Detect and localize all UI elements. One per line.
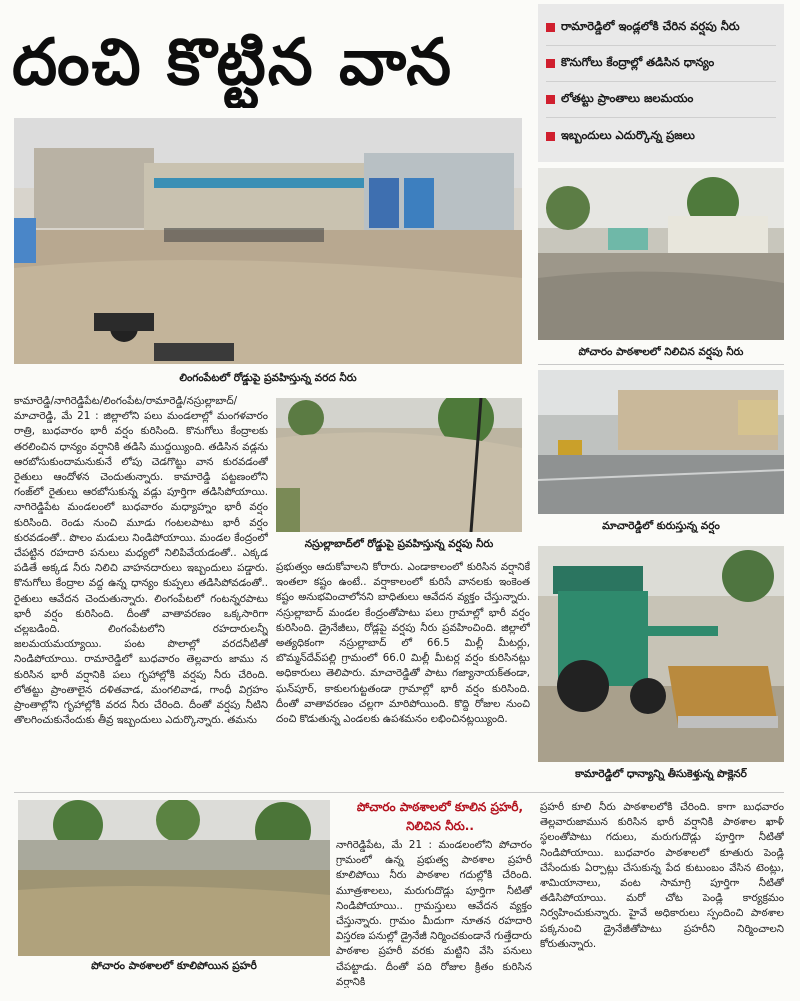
square-bullet-icon bbox=[546, 95, 555, 104]
main-photo-caption: లింగంపేటలో రోడ్డుపై ప్రవహిస్తున్న వరద నీరు bbox=[179, 372, 357, 384]
main-flood-street-photo bbox=[14, 118, 522, 364]
sub-article-column-1: నాగిరెడ్డిపేట, మే 21 : మండలంలోని పోచారం గ్రామంలో ఉన్న ప్రభుత్వ పాఠశాల ప్రహరీ కూలిపోయి నీరు పాఠశాల గదుల్లోకి చేరింది. మూత్రశాలలు, మరుగుదొడ్లు పూర్తిగా నీటితో నిండిపోయాయి.. గ్రామస్తులు ఆవేదన వ్యక్తం చేస్తున్నారు. గ్రామం మీదుగా నూతన రహదారి విస్తరణ పనుల్లో డ్రైనేజీ నిర్మించకుండానే గుత్తేదారు పాఠశాల ప్రహరీ వరకు మట్టిని వేసి పనులు చేపట్టాడు. దీంతో పది రోజుల క్రితం కురిసిన వర్షానికి bbox=[336, 839, 532, 988]
sub-article-headline bbox=[340, 798, 540, 836]
kamareddy-loader-caption: కామారెడ్డిలో ధాన్యాన్ని తీసుకెళ్తున్న పొక్లెనర్ bbox=[575, 768, 747, 780]
page-headline: దంచి కొట్టిన వాన bbox=[12, 26, 453, 100]
sub-headline-line-2: నిలిచిన నీరు.. bbox=[406, 819, 474, 833]
highlight-text: ఇబ్బందులు ఎదుర్కొన్న ప్రజలు bbox=[561, 127, 695, 142]
pocharam-wall-photo bbox=[18, 800, 330, 956]
highlight-text: కొనుగోలు కేంద్రాల్లో తడిసిన ధాన్యం bbox=[561, 55, 715, 69]
highlight-item bbox=[546, 118, 776, 154]
pocharam-school-photo bbox=[538, 168, 784, 340]
highlight-item bbox=[546, 82, 776, 118]
square-bullet-icon bbox=[546, 132, 555, 141]
square-bullet-icon bbox=[546, 23, 555, 32]
square-bullet-icon bbox=[546, 59, 555, 68]
divider bbox=[538, 364, 784, 365]
highlight-text: లోతట్టు ప్రాంతాలు జలమయం bbox=[561, 91, 694, 105]
sub-article-column-2: ప్రహరీ కూలి నీరు పాఠశాలలోకి చేరింది. కాగా బుధవారం తెల్లవారుజామున కురిసిన భారీ వర్షానికి పాఠశాల ఖాళీ స్థలంతోపాటు గదులు, మరుగుదొడ్లు పూర్తిగా నీటితో నిండిపోయాయి. బుధవారం పాఠశాలలో కూతురు పెండ్లి చేసేందుకు ఏర్పాట్లు చేసుకున్న పేద కుటుంబం వేసిన టెంట్లు, శామియానాలు, వంట సామాగ్రి పూర్తిగా నీటితో తడిసిపోయాయి. మరో చోట పెండ్లి కార్యక్రమం నిర్వహించుకున్నారు. హైవే అధికారులు స్పందించి పాఠశాల పక్కనుంచి డ్రైనేజీతోపాటు ప్రహరీని నిర్మించాలని కోరుతున్నారు. bbox=[540, 801, 784, 950]
kamareddy-loader-photo bbox=[538, 546, 784, 762]
sub-headline-line-1: పోచారం పాఠశాలలో కూలిన ప్రహరీ, bbox=[356, 800, 524, 814]
pocharam-wall-caption: పోచారం పాఠశాలలో కూలిపోయిన ప్రహరీ bbox=[91, 960, 257, 972]
highlight-text: రామారెడ్డిలో ఇండ్లలోకి చేరిన వర్షపు నీరు bbox=[561, 19, 740, 33]
nasrullabad-road-photo bbox=[276, 398, 522, 532]
article-column-2: ప్రభుత్వం ఆదుకోవాలని కోరారు. ఎండాకాలంలో కురిసిన వర్షానికే ఇంతలా కష్టం ఉంటే.. వర్షాకాలంలో కురిసే వానలకు ఇంకెంత కష్టం అనుభవించాలోనని బాధితులు ఆవేదన వ్యక్తం చేస్తున్నారు. నస్రుల్లాబాద్ మండల కేంద్రంతోపాటు పలు గ్రామాల్లో భారీ వర్షం కురిసింది. డ్రైనేజీలు, రోడ్లపై వర్షపు నీరు ప్రవహించింది. జిల్లాలో అత్యధికంగా నస్రుల్లాబాద్ లో 66.5 మిల్లీ మీటర్లు, బొమ్మన్‌దేవ్‌పల్లి గ్రామంలో 66.0 మిల్లీ మీటర్ల వర్షం కురిసినట్లు అధికారులు తెలిపారు. మాచారెడ్డితో పాటు గజ్యానాయక్‌తండా, ఘన్‌పూర్, కాకులగుట్టతండా గ్రామాల్లో భారీ వర్షం కురిసింది. దీంతో వాతావరణం చల్లగా మారిపోయింది. కొద్ది రోజుల నుంచి దంచి కొడుతున్న ఎండలకు ఉపశమనం లభించినట్లయ్యింది. bbox=[276, 561, 530, 726]
pocharam-school-caption: పోచారం పాఠశాలలో నిలిచిన వర్షపు నీరు bbox=[578, 346, 744, 358]
machareddy-rain-caption: మాచారెడ్డిలో కురుస్తున్న వర్షం bbox=[602, 520, 720, 532]
highlights-box bbox=[538, 4, 784, 162]
nasrullabad-road-caption: నస్రుల్లాబాద్‌లో రోడ్డుపై ప్రవహిస్తున్న వర్షపు నీరు bbox=[304, 538, 494, 550]
divider bbox=[14, 792, 784, 793]
article-column-1: కామారెడ్డి/నాగిరెడ్డిపేట/లింగంపేట/రామారెడ్డి/నస్రుల్లాబాద్/మాచారెడ్డి, మే 21 : జిల్లాలోని పలు మండలాల్లో మంగళవారం రాత్రి, బుధవారం భారీ వర్షం కురిసింది. కొనుగోలు కేంద్రాలకు తరలించిన ధాన్యం వర్షానికి తడిసి ముద్దయ్యింది. తడిసిన వడ్లను ఆరబోసుకుందామనుకునే లోపు చెడగొట్టు వాన కురవడంతో రైతులు ఆందోళన చెందుతున్నారు. కామారెడ్డి పట్టణంలోని గంజ్‌లో రైతులు ఆరబోసుకున్న వడ్లు పూర్తిగా తడిసిపోయాయి. నాగిరెడ్డిపేట మండలంలో బుధవారం మధ్యాహ్నం భారీ వర్షం కురిసింది. రెండు నుంచి మూడు గంటలపాటు భారీ వర్షం కురవడంతో.. పొలం మడులు నిండిపోయాయి. మండల కేంద్రంలో చేపట్టిన రహదారి పనులు మధ్యలో నిలిపివేయడంతో.. ఎక్కడ పడితే అక్కడ నీరు నిలిచి వాహనదారులు ఇబ్బందులు పడ్డారు. కొనుగోలు కేంద్రాల వద్ద ఉన్న ధాన్యం కుప్పలు తడిసిపోవడంతో.. రైతులు ఆవేదన చెందుతున్నారు. లింగంపేటలో గంటన్నరపాటు భారీ వర్షం కురిసింది. దీంతో వాతావరణం ఒక్కసారిగా చల్లబడింది. లింగంపేటలోని రహదారులన్నీ జలమయమయ్యాయి. పంట పొలాల్లో వరదనీటితో నిండిపోయాయి. రామారెడ్డిలో బుధవారం తెల్లవారు జాము న కురిసిన భారీ వర్షానికి పలు గృహాల్లోకి వర్షపు నీరు చేరింది. లోతట్టు ప్రాంతాలైన దళితవాడ, మంగలివాడ, గాంధీ విగ్రహం ప్రాంతాల్లోని గృహాల్లోకి వరద నీరు చేరింది. దీంతో వర్షపు నీటిని తొలగించుకునేందుకు తీవ్ర ఇబ్బందులు ఎదుర్కొన్నారు. తమను bbox=[14, 395, 268, 727]
machareddy-rain-photo bbox=[538, 370, 784, 514]
highlight-item bbox=[546, 46, 776, 82]
highlight-item bbox=[546, 10, 776, 46]
